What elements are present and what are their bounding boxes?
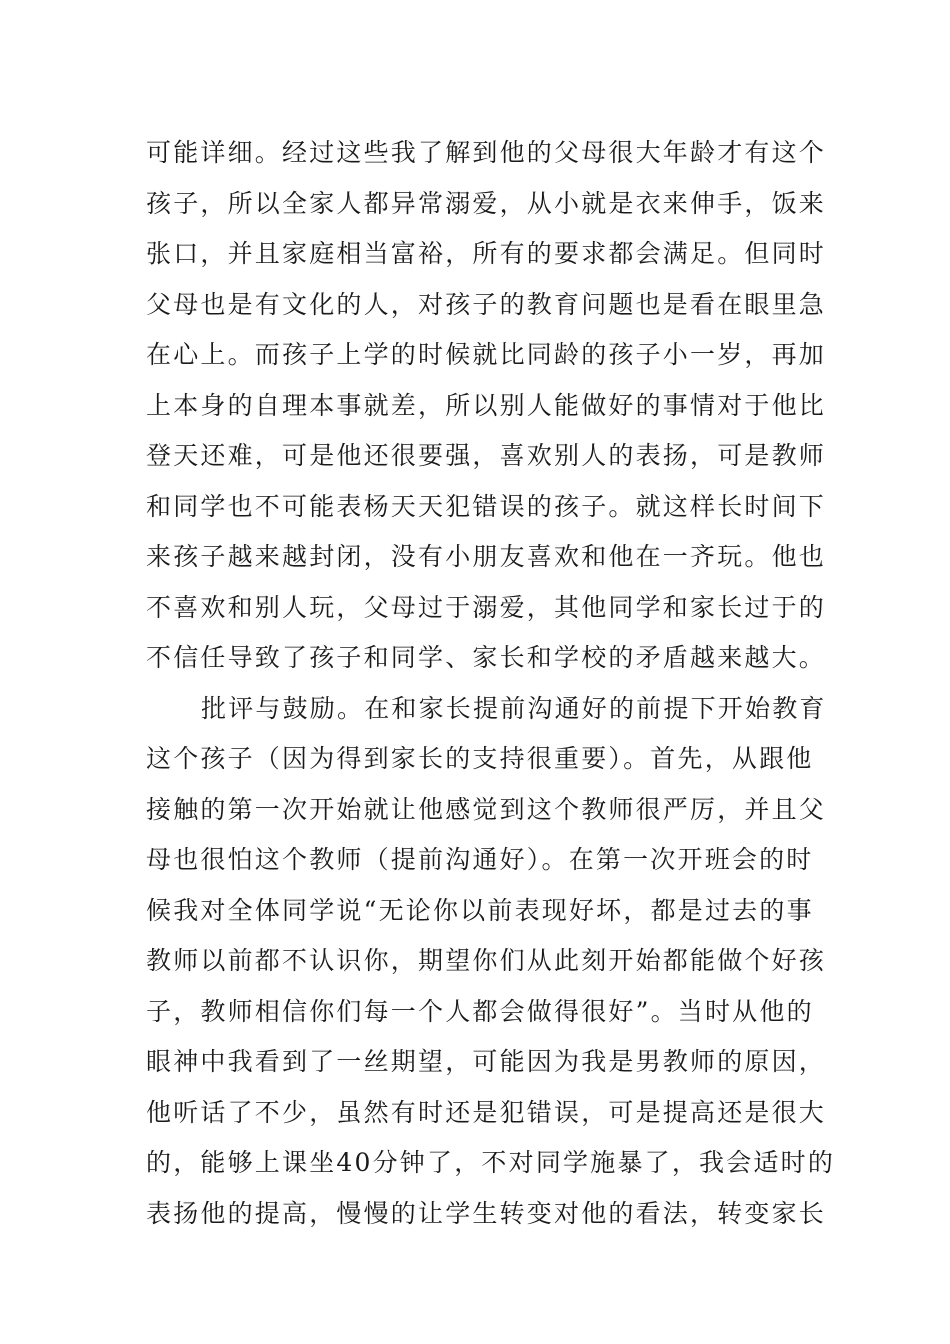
text-line: 接触的第一次开始就让他感觉到这个教师很严厉，并且父 bbox=[146, 794, 827, 824]
text-line: 子，教师相信你们每一个人都会做得很好”。当时从他的 bbox=[146, 996, 814, 1026]
text-line: 可能详细。经过这些我了解到他的父母很大年龄才有这个 bbox=[146, 138, 827, 167]
text-line: 眼神中我看到了一丝期望，可能因为我是男教师的原因， bbox=[146, 1047, 827, 1076]
text-line: 他听话了不少，虽然有时还是犯错误，可是提高还是很大 bbox=[146, 1097, 827, 1127]
text-line: 候我对全体同学说“无论你以前表现好坏，都是过去的事 bbox=[146, 895, 814, 925]
text-line: 上本身的自理本事就差，所以别人能做好的事情对于他比 bbox=[146, 390, 827, 420]
text-line: 表扬他的提高，慢慢的让学生转变对他的看法，转变家长 bbox=[146, 1198, 827, 1228]
text-line: 不喜欢和别人玩，父母过于溺爱，其他同学和家长过于的 bbox=[146, 592, 827, 622]
text-line: 这个孩子（因为得到家长的支持很重要）。首先，从跟他 bbox=[146, 744, 814, 773]
text-line: 父母也是有文化的人，对孩子的教育问题也是看在眼里急 bbox=[146, 289, 827, 319]
text-line: 和同学也不可能表杨天天犯错误的孩子。就这样长时间下 bbox=[146, 491, 827, 521]
text-line: 登天还难，可是他还很要强，喜欢别人的表扬，可是教师 bbox=[146, 441, 827, 470]
body-text bbox=[146, 128, 836, 1239]
text-line: 在心上。而孩子上学的时候就比同龄的孩子小一岁，再加 bbox=[146, 340, 827, 369]
paragraph bbox=[146, 684, 836, 1240]
text-line: 来孩子越来越封闭，没有小朋友喜欢和他在一齐玩。他也 bbox=[146, 542, 827, 571]
text-line: 的，能够上课坐40分钟了，不对同学施暴了，我会适时的 bbox=[146, 1148, 836, 1177]
text-line: 教师以前都不认识你，期望你们从此刻开始都能做个好孩 bbox=[146, 946, 827, 975]
text-line: 批评与鼓励。在和家长提前沟通好的前提下开始教育 bbox=[201, 693, 827, 723]
paragraph bbox=[146, 128, 826, 684]
text-line: 张口，并且家庭相当富裕，所有的要求都会满足。但同时 bbox=[146, 239, 827, 268]
text-line: 不信任导致了孩子和同学、家长和学校的矛盾越来越大。 bbox=[146, 643, 827, 672]
text-line: 孩子，所以全家人都异常溺爱，从小就是衣来伸手，饭来 bbox=[146, 188, 827, 218]
text-line: 母也很怕这个教师（提前沟通好）。在第一次开班会的时 bbox=[146, 845, 814, 874]
